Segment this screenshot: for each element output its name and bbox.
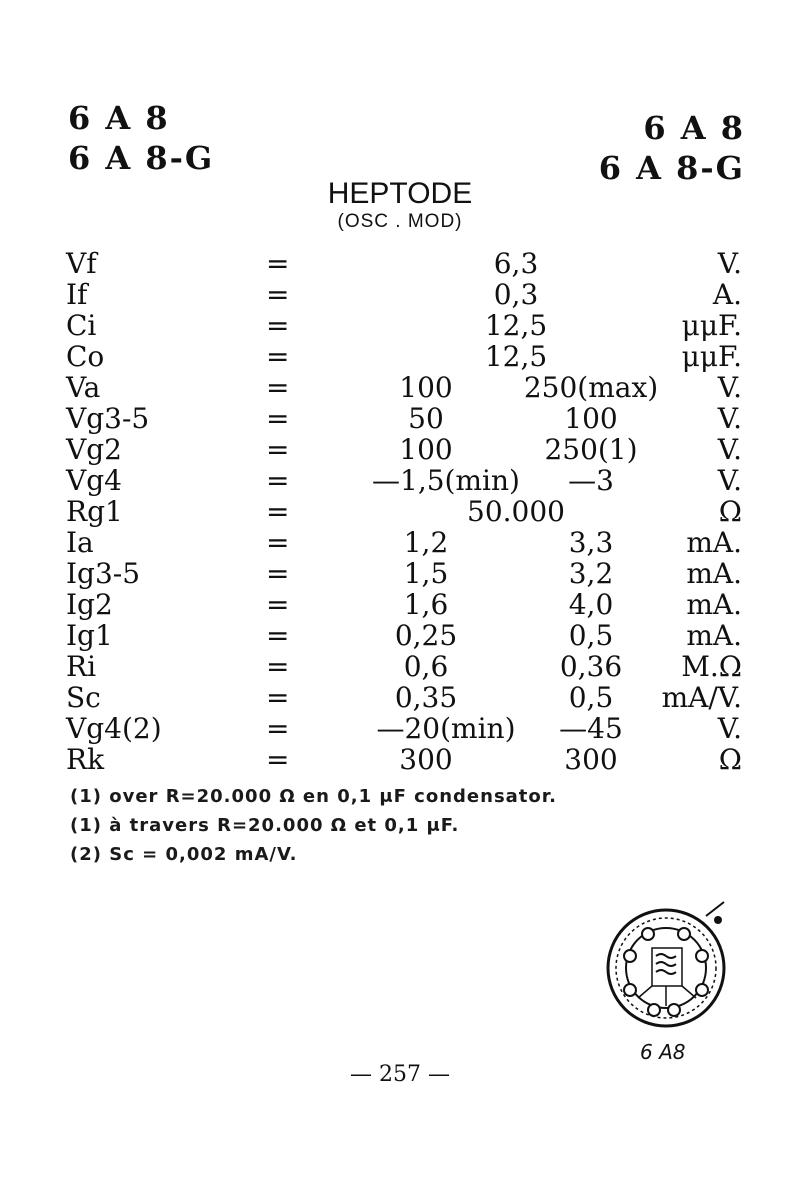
param-name: Ia (66, 526, 94, 559)
param-row (66, 310, 746, 341)
param-name: Rk (66, 743, 105, 776)
param-unit: V. (717, 247, 742, 280)
param-unit: Ω (718, 743, 742, 776)
param-value: 12,5 (484, 340, 548, 373)
param-row (66, 248, 746, 279)
param-row (66, 682, 746, 713)
param-unit: mA/V. (661, 681, 742, 714)
param-value-1: 1,2 (403, 526, 449, 559)
equals-sign: = (266, 371, 290, 404)
param-unit: Ω (718, 495, 742, 528)
param-row (66, 651, 746, 682)
diagram-label: 6 A8 (640, 1040, 686, 1064)
param-name: Va (66, 371, 101, 404)
param-unit: μμF. (681, 340, 742, 373)
param-value: 0,3 (493, 278, 539, 311)
param-value-2: 100 (564, 402, 618, 435)
param-unit: M.Ω (681, 650, 742, 683)
param-name: Ig2 (66, 588, 113, 621)
page-title: HEPTODE (327, 177, 473, 210)
param-row (66, 465, 746, 496)
param-unit: μμF. (681, 309, 742, 342)
param-row (66, 434, 746, 465)
tube-type-right (599, 108, 745, 188)
param-value-1: —20(min) (376, 712, 516, 745)
param-row (66, 341, 746, 372)
param-name: Ig1 (66, 619, 113, 652)
param-name: Ri (66, 650, 97, 683)
page-number: — 257 — (350, 1062, 450, 1087)
parameter-table (66, 248, 746, 775)
param-value-1: 100 (399, 433, 453, 466)
param-value-2: 3,2 (568, 557, 614, 590)
param-name: Vg4 (66, 464, 122, 497)
param-row (66, 372, 746, 403)
equals-sign: = (266, 557, 290, 590)
param-value-2: 0,5 (568, 681, 614, 714)
equals-sign: = (266, 309, 290, 342)
param-unit: V. (717, 371, 742, 404)
tube-id: 6 A 8 (68, 99, 170, 137)
param-value: 50.000 (467, 495, 565, 528)
param-value: 12,5 (484, 309, 548, 342)
equals-sign: = (266, 340, 290, 373)
param-unit: V. (717, 433, 742, 466)
param-name: Sc (66, 681, 101, 714)
param-name: Vg4(2) (66, 712, 162, 745)
page-subtitle: (OSC . MOD) (337, 211, 463, 232)
param-unit: V. (717, 464, 742, 497)
param-row (66, 713, 746, 744)
param-value-1: 50 (408, 402, 444, 435)
param-value-1: 100 (399, 371, 453, 404)
param-unit: mA. (686, 588, 742, 621)
tube-id-g: 6 A 8-G (68, 139, 215, 177)
param-row (66, 744, 746, 775)
equals-sign: = (266, 712, 290, 745)
param-unit: V. (717, 712, 742, 745)
param-value-2: 0,5 (568, 619, 614, 652)
param-value-1: 0,35 (394, 681, 458, 714)
param-unit: A. (712, 278, 742, 311)
footnote: (1) over R=20.000 Ω en 0,1 μF condensator. (70, 786, 557, 807)
equals-sign: = (266, 433, 290, 466)
param-row (66, 620, 746, 651)
param-value: 6,3 (493, 247, 539, 280)
param-value-1: 1,6 (403, 588, 449, 621)
param-value-2: 0,36 (559, 650, 623, 683)
param-value-2: 300 (564, 743, 618, 776)
param-value-1: 1,5 (403, 557, 449, 590)
param-name: Vg3-5 (66, 402, 150, 435)
param-value-1: —1,5(min) (372, 464, 520, 497)
footnote: (2) Sc = 0,002 mA/V. (70, 844, 298, 865)
param-value-2: —45 (559, 712, 623, 745)
equals-sign: = (266, 278, 290, 311)
param-unit: V. (717, 402, 742, 435)
equals-sign: = (266, 464, 290, 497)
param-row (66, 403, 746, 434)
equals-sign: = (266, 526, 290, 559)
tube-id: 6 A 8 (643, 109, 745, 147)
param-row (66, 527, 746, 558)
param-value-2: 250(1) (544, 433, 638, 466)
param-value-2: —3 (568, 464, 614, 497)
equals-sign: = (266, 247, 290, 280)
param-row (66, 279, 746, 310)
param-name: Ci (66, 309, 97, 342)
equals-sign: = (266, 495, 290, 528)
param-value-2: 3,3 (568, 526, 614, 559)
equals-sign: = (266, 588, 290, 621)
param-value-2: 4,0 (568, 588, 614, 621)
equals-sign: = (266, 402, 290, 435)
param-value-1: 0,25 (394, 619, 458, 652)
equals-sign: = (266, 743, 290, 776)
equals-sign: = (266, 681, 290, 714)
param-name: Vf (66, 247, 97, 280)
param-row (66, 589, 746, 620)
equals-sign: = (266, 619, 290, 652)
param-name: Rg1 (66, 495, 123, 528)
param-value-1: 300 (399, 743, 453, 776)
param-name: If (66, 278, 88, 311)
param-unit: mA. (686, 557, 742, 590)
param-unit: mA. (686, 526, 742, 559)
tube-type-left (68, 98, 214, 178)
footnotes (70, 782, 557, 869)
footnote: (1) à travers R=20.000 Ω et 0,1 μF. (70, 815, 460, 836)
param-value-2: 250(max) (523, 371, 659, 404)
param-name: Vg2 (66, 433, 122, 466)
param-unit: mA. (686, 619, 742, 652)
param-row (66, 496, 746, 527)
param-row (66, 558, 746, 589)
param-name: Ig3-5 (66, 557, 141, 590)
tube-id-g: 6 A 8-G (598, 149, 745, 187)
equals-sign: = (266, 650, 290, 683)
title-block (0, 178, 800, 234)
param-name: Co (66, 340, 105, 373)
base-pinout-diagram (598, 898, 738, 1038)
param-value-1: 0,6 (403, 650, 449, 683)
